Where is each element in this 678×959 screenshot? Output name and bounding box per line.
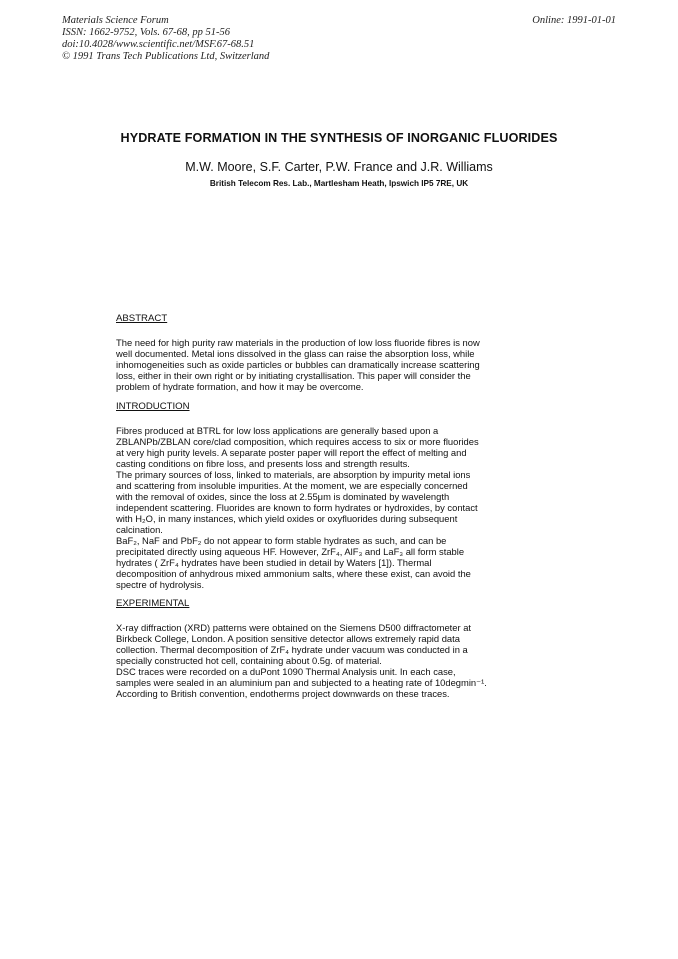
experimental-heading: EXPERIMENTAL [116,598,190,609]
abstract-line: inhomogeneities such as oxide particles or bubbles can dramatically increase scattering [116,359,480,370]
introduction-line: spectre of hydrolysis. [116,579,205,590]
paper-title: HYDRATE FORMATION IN THE SYNTHESIS OF INORGANIC FLUORIDES [120,131,558,145]
affiliation: British Telecom Res. Lab., Martlesham Heath, Ipswich IP5 7RE, UK [209,179,469,188]
introduction-section [116,401,544,590]
introduction-line: Fibres produced at BTRL for low loss applications are generally based upon a [116,425,439,436]
experimental-line: DSC traces were recorded on a duPont 1090 Thermal Analysis unit. In each case, [116,666,456,677]
introduction-line: independent scattering. Fluorides are known to form hydrates or hydroxides, by contact [116,502,478,513]
introduction-line: and scattering from insoluble impurities. At the moment, we are especially concerned [116,480,468,491]
abstract-line: problem of hydrate formation, and how it may be overcome. [116,381,364,392]
introduction-line: BaF₂, NaF and PbF₂ do not appear to form stable hydrates as such, and can be [116,535,447,546]
journal-header [62,15,269,63]
introduction-line: at very high purity levels. A separate poster paper will report the effect of melting and [116,447,467,458]
doi-line: doi:10.4028/www.scientific.net/MSF.67-68.51 [62,39,255,50]
introduction-line: calcination. [116,524,163,535]
experimental-line: specially constructed hot cell, containing about 0.5g. of material. [116,655,382,666]
abstract-line: The need for high purity raw materials in the production of low loss fluoride fibres is now [116,337,480,348]
experimental-line: X-ray diffraction (XRD) patterns were obtained on the Siemens D500 diffractometer at [116,622,472,633]
introduction-text [116,425,544,590]
author-list: M.W. Moore, S.F. Carter, P.W. France and J.R. Williams [185,160,493,174]
introduction-line: precipitated directly using aqueous HF. However, ZrF₄, AlF₃ and LaF₃ all form stable [116,546,465,557]
introduction-line: hydrates ( ZrF₄ hydrates have been studied in detail by Waters [1]). Thermal [116,557,432,568]
introduction-line: with the removal of oxides, since the loss at 2.55μm is dominated by wavelength [116,491,450,502]
online-date: Online: 1991-01-01 [532,15,616,26]
introduction-line: The primary sources of loss, linked to materials, are absorption by impurity metal ions [116,469,471,480]
abstract-heading: ABSTRACT [116,313,168,324]
experimental-line: According to British convention, endotherms project downwards on these traces. [116,688,450,699]
experimental-text [116,622,544,699]
abstract-section [116,313,544,392]
journal-name: Materials Science Forum [62,15,169,26]
introduction-line: ZBLANPb/ZBLAN core/clad composition, which requires access to six or more fluorides [116,436,479,447]
abstract-line: well documented. Metal ions dissolved in the glass can raise the absorption loss, while [116,348,475,359]
introduction-line: casting conditions on fibre loss, and presents loss and strength results. [116,458,410,469]
experimental-section [116,598,544,699]
introduction-heading: INTRODUCTION [116,401,190,412]
experimental-line: samples were sealed in an aluminium pan and subjected to a heating rate of 10degmin⁻¹. [116,677,487,688]
introduction-line: decomposition of anhydrous mixed ammonium salts, where these exist, can avoid the [116,568,471,579]
experimental-line: collection. Thermal decomposition of ZrF₄ hydrate under vacuum was conducted in a [116,644,468,655]
issn-line: ISSN: 1662-9752, Vols. 67-68, pp 51-56 [62,27,230,38]
experimental-line: Birkbeck College, London. A position sensitive detector allows extremely rapid data [116,633,460,644]
copyright-line: © 1991 Trans Tech Publications Ltd, Switzerland [62,51,270,62]
abstract-line: loss, either in their own right or by initiating crystallisation. This paper will consider the [116,370,471,381]
introduction-line: with H₂O, in many instances, which yield oxides or oxyfluorides during subsequent [116,513,458,524]
abstract-text [116,337,544,392]
